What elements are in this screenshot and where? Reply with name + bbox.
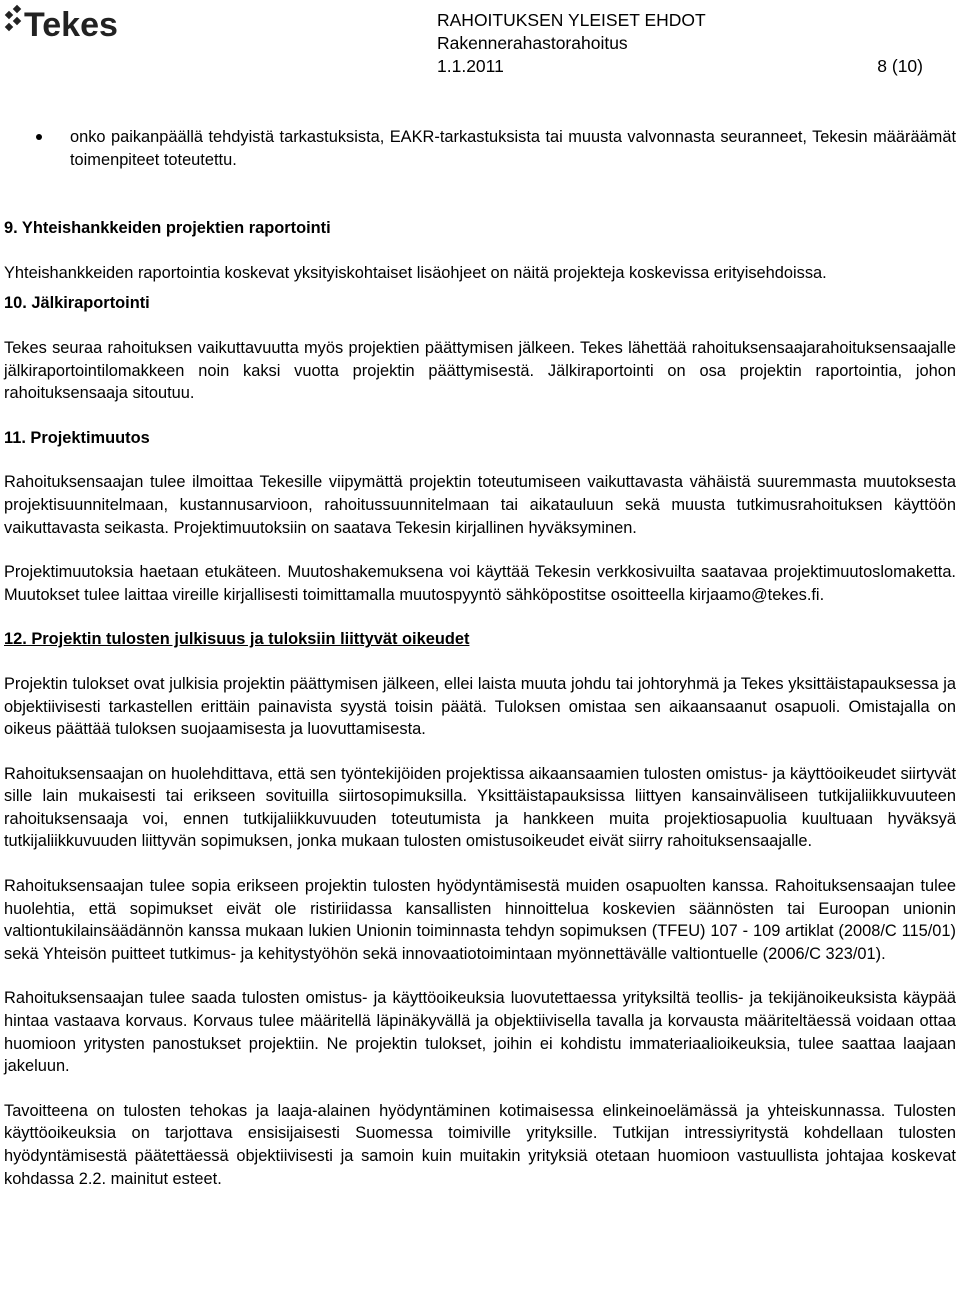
section-12-paragraph-4: Rahoituksensaajan tulee saada tulosten omistus- ja käyttöoikeuksia luovutettaessa yrityksiltä teollis- ja tekijänoikeuksista käypää hintaa vastaava korvaus. Korvaus tulee määritellä läpinäkyvällä ja objektiivisella tavalla ja korvausta määriteltäessä voidaan ottaa huomioon yritysten panostukset projektiin. Ne projektin tulokset, joihin ei kohdistu immateriaalioikeuksia, tulee saattaa laajaan jakeluun.: [4, 989, 956, 1076]
section-11-paragraph-1: Rahoituksensaajan tulee ilmoittaa Tekesille viipymättä projektin toteutumiseen vaikuttavasta vähäistä suuremmasta muutoksesta projektisuunnitelmaan, kustannusarvioon, rahoitussuunnitelmaan tai aikatauluun sekä muusta tutkimusrahoituksen käyttöön vaikuttavasta seikasta. Projektimuutoksiin on saatava Tekesin kirjallinen hyväksyminen.: [4, 473, 956, 537]
section-9-paragraph: Yhteishankkeiden raportointia koskevat yksityiskohtaiset lisäohjeet on näitä projekteja koskevissa erityisehdoissa.: [4, 263, 827, 282]
bullet-item: [4, 126, 956, 171]
page-number: 8 (10): [877, 56, 923, 76]
tekes-logo-text: Tekes: [24, 6, 118, 44]
section-9-heading: 9. Yhteishankkeiden projektien raportointi: [4, 219, 331, 238]
bullet-icon: [4, 126, 70, 171]
section-12-paragraph-1: Projektin tulokset ovat julkisia projektin päättymisen jälkeen, ellei laista muuta johdu tai johtoryhmä ja Tekes yksittäistapauksessa ja objektiivisesti tarkastellen erittäin painavista syystä toisin päätä. Tuloksen omistaa sen aikaansaanut osapuoli. Omistajalla on oikeus päättää tuloksen suojaamisesta ja luovuttamisesta.: [4, 674, 956, 739]
section-12-heading: 12. Projektin tulosten julkisuus ja tuloksiin liittyvät oikeudet: [4, 630, 470, 649]
section-10-heading: 10. Jälkiraportointi: [4, 294, 150, 313]
bullet-text: onko paikanpäällä tehdyistä tarkastuksista, EAKR-tarkastuksista tai muusta valvonnasta seuranneet, Tekesin määräämät toimenpiteet toteutettu.: [70, 128, 956, 169]
section-12-paragraph-2: Rahoituksensaajan on huolehdittava, että sen työntekijöiden projektissa aikaansaamien tulosten omistus- ja käyttöoikeudet siirtyvät sille lain mukaisesti tai erikseen sovituilla siirtosopimuksilla. Yksittäistapauksissa liittyen kansainväliseen tutkijaliikkuvuuteen rahoituksensaaja voi, ennen tutkijaliikkuvuuden toteutumista ja hankkeen muita projektiosapuolia kuultuaan hyväksyä tutkijaliikkuvuuden liittyvän sopimuksen, jonka mukaan tulosten omistusoikeudet eivät siirry rahoituksensaajalle.: [4, 764, 956, 851]
section-12-paragraph-3: Rahoituksensaajan tulee sopia erikseen projektin tulosten hyödyntämisestä muiden osapuolten kanssa. Rahoituksensaajan tulee huolehtia, että sopimukset eivät ole ristiriidassa kansallisten hinnoittelua koskevien säännösten tai Euroopan unionin valtiontukilainsäädännön kanssa mukaan lukien Unionin toiminnasta tehdyn sopimuksen (TFEU) 107 - 109 artiklat (2008/C 115/01) sekä Yhteisön puitteet tutkimus- ja kehitystyöhön sekä innovaatiotoimintaan myönnettävälle valtiontuelle (2006/C 323/01).: [4, 877, 956, 963]
document-title: RAHOITUKSEN YLEISET EHDOT: [437, 10, 706, 30]
document-date: 1.1.2011: [437, 56, 504, 76]
document-subtitle: Rakennerahastorahoitus: [437, 33, 628, 53]
section-11-heading: 11. Projektimuutos: [4, 428, 150, 447]
section-11-paragraph-2: Projektimuutoksia haetaan etukäteen. Muutoshakemuksena voi käyttää Tekesin verkkosivuilta saatavaa projektimuutoslomaketta. Muutokset tulee laittaa vireille kirjallisesti toimittamalla muutospyyntö sähköpostitse osoitteella kirjaamo@tekes.fi.: [4, 563, 956, 604]
document-body: [4, 126, 956, 1190]
section-10-paragraph: Tekes seuraa rahoituksen vaikuttavuutta myös projektien päättymisen jälkeen. Tekes lähettää rahoituksensaajarahoituksensaajalle jälkiraportointilomakkeen noin kaksi vuotta projektin päättymisestä. Jälkiraportointi on osa projektin raportointia, johon rahoituksensaaja sitoutuu.: [4, 338, 956, 403]
tekes-logo: [4, 4, 164, 44]
section-12-paragraph-5: Tavoitteena on tulosten tehokas ja laaja-alainen hyödyntäminen kotimaisessa elinkeinoelämässä ja yhteiskunnassa. Tulosten käyttöoikeuksia on tarjottava ensisijaisesti Suomessa toimiville yrityksille. Tutkijan intressiyritystä kohdellaan tulosten hyödyntämisestä päätettäessä objektiivisesti ja samoin kuin muitakin yrityksiä otetaan huomioon vastuullista johtajaa koskevat kohdassa 2.2. mainitut esteet.: [4, 1101, 956, 1188]
